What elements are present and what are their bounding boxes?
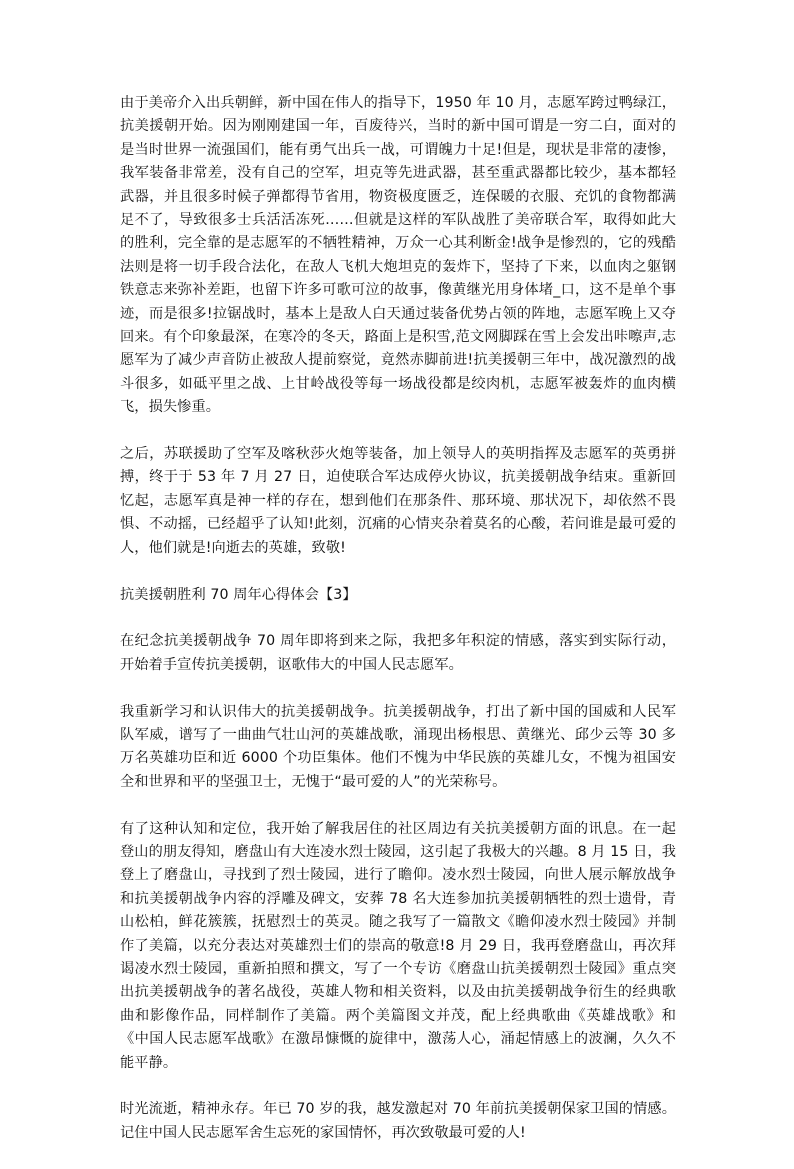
section-heading: 抗美援朝胜利 70 周年心得体会【3】	[120, 586, 357, 603]
paragraph-2: 之后，苏联援助了空军及喀秋莎火炮等装备，加上领导人的英明指挥及志愿军的英勇拼搏，终于于 53 年 7 月 27 日，迫使联合军达成停火协议，抗美援朝战争结束。重新回忆起，志愿军真是神一样的存在，想到他们在那条件、那环境、那状况下，却依然不畏惧、不动摇，已经超乎了认知!此刻，沉痛的心情夹杂着莫名的心酸，若问谁是最可爱的人，他们就是!向逝去的英雄，致敬!	[120, 446, 676, 556]
paragraph-1: 由于美帝介入出兵朝鲜，新中国在伟人的指导下，1950 年 10 月，志愿军跨过鸭绿江，抗美援朝开始。因为刚刚建国一年，百废待兴，当时的新中国可谓是一穷二白，面对的是当时世界一流强国们，能有勇气出兵一战，可谓魄力十足!但是，现状是非常的凄惨，我军装备非常差，没有自己的空军，坦克等先进武器，甚至重武器都比较少，基本都轻武器，并且很多时候子弹都得节省用，物资极度匮乏，连保暖的衣服、充饥的食物都满足不了，导致很多士兵活活冻死……但就是这样的军队战胜了美帝联合军，取得如此大的胜利，完全靠的是志愿军的不牺牲精神，万众一心其利断金!战争是惨烈的，它的残酷法则是将一切手段合法化，在敌人飞机大炮坦克的轰炸下，坚持了下来，以血肉之躯钢铁意志来弥补差距，也留下许多可歌可泣的故事，像黄继光用身体堵_口，这不是单个事迹，而是很多!拉锯战时，基本上是敌人白天通过装备优势占领的阵地，志愿军晚上又夺回来。有个印象最深，在寒冷的冬天，路面上是积雪,范文网脚踩在雪上会发出咔嚓声,志愿军为了减少声音防止被敌人提前察觉，竟然赤脚前进!抗美援朝三年中，战况激烈的战斗很多，如砥平里之战、上甘岭战役等每一场战役都是绞肉机，志愿军被轰炸的血肉横飞，损失惨重。	[120, 95, 676, 416]
paragraph-3: 在纪念抗美援朝战争 70 周年即将到来之际，我把多年积淀的情感，落实到实际行动，开始着手宣传抗美援朝，讴歌伟大的中国人民志愿军。	[120, 633, 676, 673]
paragraph-4: 我重新学习和认识伟大的抗美援朝战争。抗美援朝战争，打出了新中国的国威和人民军队军威，谱写了一曲曲气壮山河的英雄战歌，涌现出杨根思、黄继光、邱少云等 30 多万名英雄功臣和近 6000 个功臣集体。他们不愧为中华民族的英雄儿女，不愧为祖国安全和世界和平的坚强卫士，无愧于“最可爱的人”的光荣称号。	[120, 703, 676, 790]
document-page	[120, 92, 676, 1169]
paragraph-6: 时光流逝，精神永存。年已 70 岁的我，越发激起对 70 年前抗美援朝保家卫国的情感。记住中国人民志愿军舍生忘死的家国情怀，再次致敬最可爱的人!	[120, 1101, 676, 1141]
paragraph-5: 有了这种认知和定位，我开始了解我居住的社区周边有关抗美援朝方面的讯息。在一起登山的朋友得知，磨盘山有大连凌水烈士陵园，这引起了我极大的兴趣。8 月 15 日，我登上了磨盘山，寻找到了烈士陵园，进行了瞻仰。凌水烈士陵园，向世人展示解放战争和抗美援朝战争内容的浮雕及碑文，安葬 78 名大连参加抗美援朝牺牲的烈士遗骨，青山松柏，鲜花簇簇，抚慰烈士的英灵。随之我写了一篇散文《瞻仰凌水烈士陵园》并制作了美篇，以充分表达对英雄烈士们的崇高的敬意!8 月 29 日，我再登磨盘山，再次拜谒凌水烈士陵园，重新拍照和撰文，写了一个专访《磨盘山抗美援朝烈士陵园》重点突出抗美援朝战争的著名战役，英雄人物和相关资料，以及由抗美援朝战争衍生的经典歌曲和影像作品，同样制作了美篇。两个美篇图文并茂，配上经典歌曲《英雄战歌》和《中国人民志愿军战歌》在激昂慷慨的旋律中，激荡人心，涌起情感上的波澜，久久不能平静。	[120, 820, 676, 1071]
